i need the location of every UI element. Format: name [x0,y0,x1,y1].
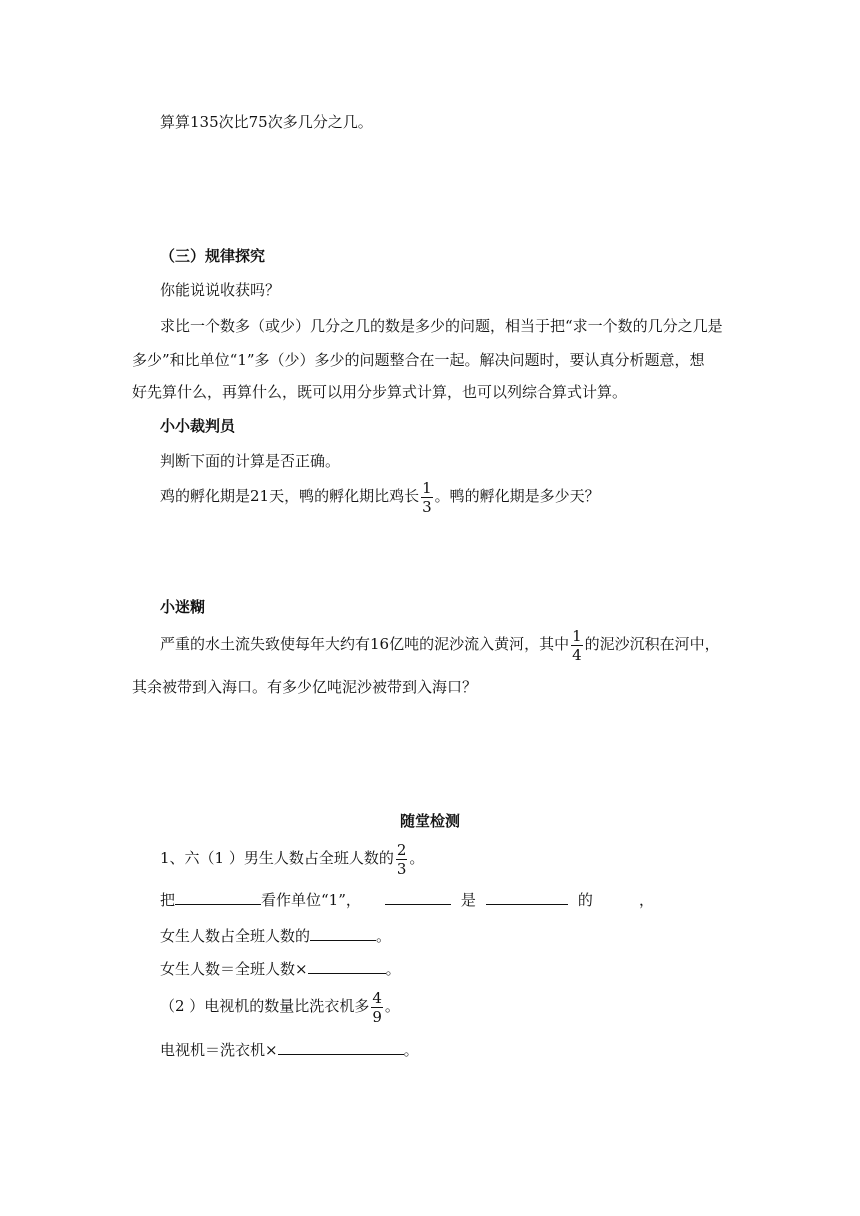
section3-para-line1: 求比一个数多（或少）几分之几的数是多少的问题，相当于把“求一个数的几分之几是 [160,317,723,335]
section3-prompt: 你能说说收获吗？ [160,281,281,299]
fraction-denominator: 9 [372,1007,382,1026]
fill-line-4 [160,1039,419,1060]
fill-text: 是 [460,891,476,909]
fill-text: 的 [577,891,593,909]
fraction [371,989,383,1026]
answer-blank[interactable] [175,889,261,905]
section3-para-line2: 多少”和比单位“1”多（少）多少的问题整合在一起。解决问题时，要认真分析题意，想 [132,351,705,369]
answer-blank[interactable] [486,889,568,905]
test-q1-text-after: 。 [409,849,425,867]
judge-problem [160,476,600,516]
fraction-numerator: 2 [396,840,407,859]
section3-para-line3: 好先算什么，再算什么，既可以用分步算式计算，也可以列综合算式计算。 [132,383,628,401]
test-q2-text-after: 。 [384,997,400,1015]
fill-text: 看作单位“1”， [261,891,361,909]
fill-text: 。 [376,927,392,945]
fraction-numerator: 1 [572,626,582,645]
answer-blank[interactable] [308,958,386,974]
confuse-line2: 其余被带到入海口。有多少亿吨泥沙被带到入海口？ [132,678,478,696]
fill-line-2 [160,925,391,946]
fraction-denominator: 3 [396,859,407,878]
test-title: 随堂检测 [399,812,460,830]
fill-text: 女生人数占全班人数的 [160,927,311,945]
judge-prompt: 判断下面的计算是否正确。 [160,452,341,470]
top-problem: 算算135次比75次多几分之几。 [160,113,373,131]
judge-problem-text: 鸡的孵化期是21天，鸭的孵化期比鸡长 [160,487,420,505]
test-q2-text: （2 ）电视机的数量比洗衣机多 [160,997,370,1015]
fill-text: ， [638,891,654,909]
fraction-denominator: 3 [422,497,432,516]
fill-line-3 [160,958,401,979]
fill-line-1 [160,889,654,910]
fill-text: 电视机＝洗衣机× [160,1041,278,1059]
fraction [571,627,583,664]
test-q1-text: 1、六（1 ）男生人数占全班人数的 [160,849,394,867]
judge-heading: 小小裁判员 [160,417,236,435]
test-q2 [160,986,400,1026]
confuse-heading: 小迷糊 [160,598,206,616]
answer-blank[interactable] [310,925,376,941]
fraction-numerator: 4 [372,988,382,1007]
fill-text: 把 [160,891,176,909]
fill-text: 女生人数＝全班人数× [160,960,308,978]
fraction [396,841,408,878]
confuse-text: 严重的水土流失致使每年大约有16亿吨的泥沙流入黄河，其中 [160,635,570,653]
fill-text: 。 [385,960,401,978]
answer-blank[interactable] [278,1039,404,1055]
confuse-text-after: 的泥沙沉积在河中， [584,635,720,653]
confuse-line1 [160,624,720,664]
test-q1 [160,838,424,878]
fill-text: 。 [403,1041,419,1059]
fraction-denominator: 4 [572,645,582,664]
answer-blank[interactable] [385,889,451,905]
judge-problem-text-after: 。鸭的孵化期是多少天？ [434,487,600,505]
section3-heading: （三）规律探究 [160,247,266,265]
fraction-numerator: 1 [422,478,432,497]
fraction [421,479,433,516]
